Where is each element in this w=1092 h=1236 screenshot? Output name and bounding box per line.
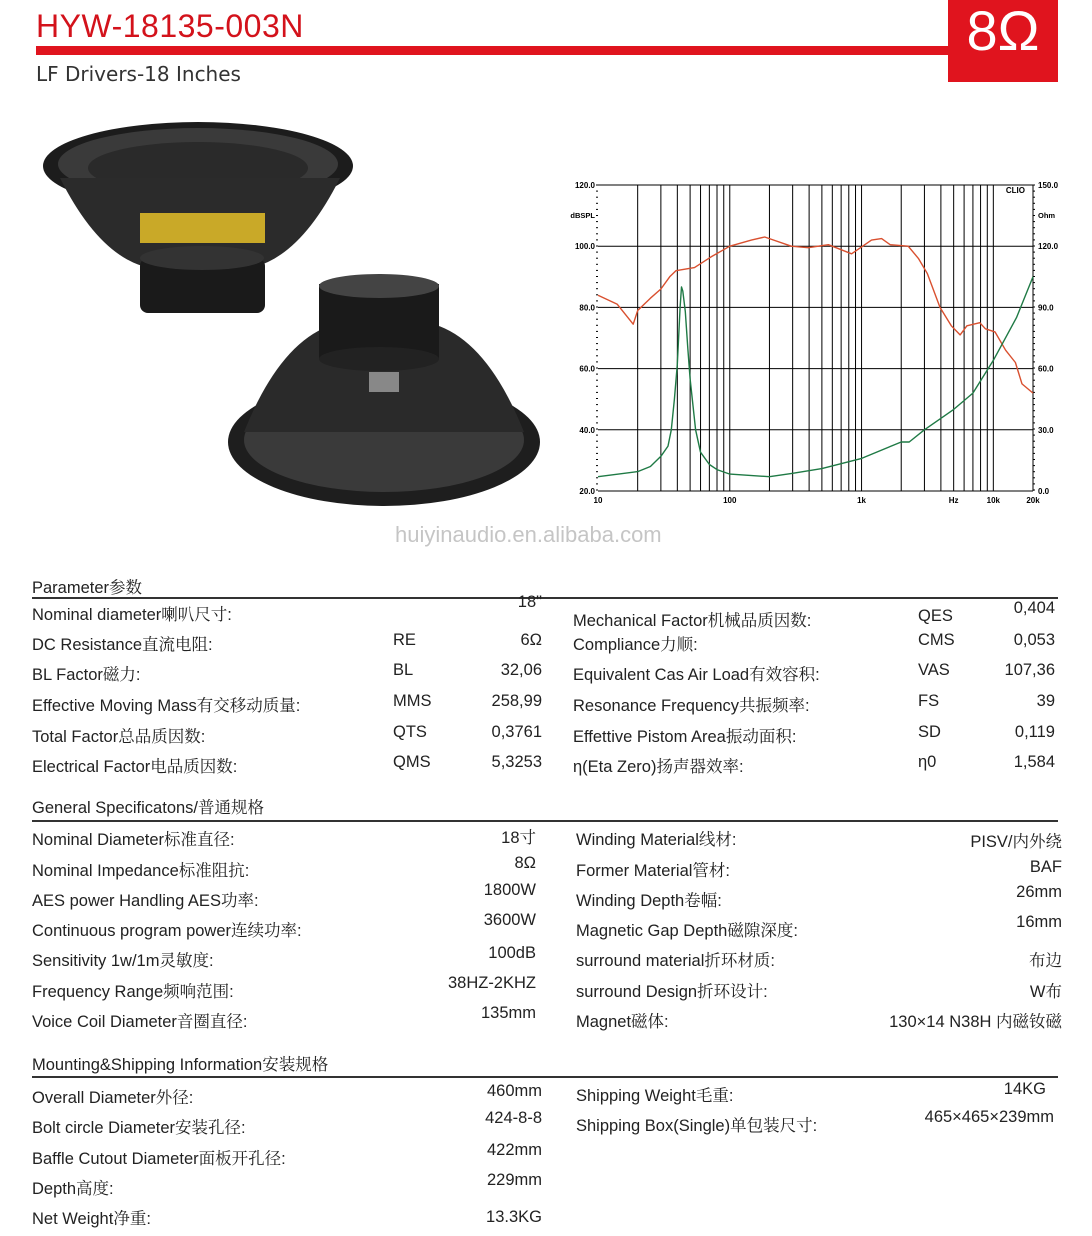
y-tick-label-right: 150.0 [1038,181,1059,190]
parameters-right-code: QES [918,607,953,625]
y-axis-label-left: dBSPL [570,211,595,220]
mounting-left-label: Bolt circle Diameter安装孔径: [32,1119,246,1137]
mounting-left-label: Baffle Cutout Diameter面板开孔径: [32,1150,286,1168]
general-left-label: Nominal Impedance标准阻抗: [32,862,250,880]
y-tick-label-left: 120.0 [574,181,595,190]
mounting-right-value: 14KG [1003,1080,1046,1098]
x-tick-label: 1k [857,496,867,505]
mounting-left-value: 229mm [486,1171,542,1189]
general-left-label: Frequency Range频响范围: [32,983,234,1001]
x-tick-label: 10 [593,496,603,505]
general-right-label: Former Material管材: [576,862,731,880]
general-right-label: Magnet磁体: [576,1013,669,1031]
parameters-left-label: Electrical Factor电品质因数: [32,758,238,776]
product-subtitle: LF Drivers-18 Inches [36,62,241,86]
mounting-heading: Mounting&Shipping Information安装规格 [32,1056,329,1074]
y-tick-label-right: 90.0 [1038,303,1054,313]
series-impedance-line [598,277,1033,477]
parameters-left-code: MMS [393,692,432,710]
x-tick-label: 10k [986,496,1001,505]
parameters-right-label: Equivalent Cas Air Load有效容积: [573,666,820,684]
general-right-value: 130×14 N38H 内磁钕磁 [889,1013,1062,1031]
general-left-value: 135mm [480,1004,536,1022]
parameters-left-code: QMS [393,753,431,771]
parameters-left-label: Total Factor总品质因数: [32,728,206,746]
chart-brand-label: CLIO [1005,186,1025,195]
general-right-value: 26mm [1016,883,1062,901]
parameters-right-value: 0,404 [1013,599,1055,617]
parameters-left-label: BL Factor磁力: [32,666,141,684]
parameters-right-value: 0,053 [1013,631,1055,649]
parameters-left-label: Effective Moving Mass有交移动质量: [32,697,301,715]
general-right-value: PISV/内外绕 [970,833,1062,851]
frequency-response-chart [0,0,1092,520]
general-left-value: 8Ω [514,854,536,872]
parameters-right-code: CMS [918,631,955,649]
y-tick-label-left: 100.0 [574,242,595,252]
general-left-value: 1800W [483,881,536,899]
mounting-left-value: 424-8-8 [485,1109,542,1127]
parameters-right-label: Effettive Pistom Area振动面积: [573,728,797,746]
parameters-right-label: Resonance Frequency共振频率: [573,697,810,715]
mounting-left-label: Net Weight净重: [32,1210,151,1228]
general-left-value: 38HZ-2KHZ [447,974,536,992]
general-left-value: 18寸 [501,829,536,847]
parameters-right-code: FS [918,692,940,710]
parameters-right-label: Mechanical Factor机械品质因数: [573,612,812,630]
parameters-right-label: η(Eta Zero)扬声器效率: [573,758,744,776]
parameters-left-code: QTS [393,723,427,741]
impedance-badge: 8Ω [948,0,1058,82]
model-title: HYW-18135-003N [36,8,304,44]
y-tick-label-right: 0.0 [1038,487,1050,496]
general-divider [32,820,1058,822]
general-left-value: 100dB [488,944,536,962]
parameters-right-code: VAS [918,661,950,679]
general-right-value: 布边 [1029,952,1062,970]
parameters-heading: Parameter参数 [32,579,143,597]
general-left-label: Sensitivity 1w/1m灵敏度: [32,952,214,970]
x-tick-label: 100 [723,496,737,505]
parameters-left-value: 5,3253 [491,753,542,771]
general-right-value: BAF [1029,858,1062,876]
y-axis-label-right: Ohm [1038,211,1056,220]
parameters-left-code: RE [393,631,416,649]
parameters-left-label: DC Resistance直流电阻: [32,636,213,654]
watermark-text: huiyinaudio.en.alibaba.com [395,522,662,547]
y-tick-label-right: 120.0 [1038,242,1059,252]
y-tick-label-right: 60.0 [1038,364,1054,374]
parameters-right-value: 39 [1036,692,1055,710]
general-heading: General Specificatons/普通规格 [32,799,265,817]
x-tick-label: 20k [1026,496,1040,505]
mounting-right-value: 465×465×239mm [924,1108,1054,1126]
parameters-right-value: 1,584 [1013,753,1055,771]
y-tick-label-left: 60.0 [579,364,595,374]
parameters-left-value: 6Ω [520,631,542,649]
parameters-left-value: 18" [517,593,542,611]
mounting-right-label: Shipping Weight毛重: [576,1087,734,1105]
general-right-value: W布 [1029,983,1062,1001]
y-tick-label-left: 20.0 [579,487,595,496]
x-tick-label: Hz [948,496,959,505]
parameters-divider [32,597,1058,599]
mounting-left-value: 460mm [486,1082,542,1100]
parameters-right-value: 0,119 [1014,723,1055,741]
parameters-right-code: η0 [918,753,937,771]
mounting-left-value: 422mm [486,1141,542,1159]
parameters-left-code: BL [393,661,414,679]
general-left-label: Nominal Diameter标准直径: [32,831,235,849]
mounting-right-label: Shipping Box(Single)单包装尺寸: [576,1117,818,1135]
mounting-divider [32,1076,1058,1078]
general-left-label: Voice Coil Diameter音圈直径: [32,1013,248,1031]
general-right-label: Winding Material线材: [576,831,737,849]
series-spl-line [598,237,1033,393]
mounting-left-value: 13.3KG [486,1208,542,1226]
y-tick-label-right: 30.0 [1038,425,1054,435]
general-left-label: Continuous program power连续功率: [32,922,302,940]
y-tick-label-left: 40.0 [579,425,595,435]
general-right-value: 16mm [1016,913,1062,931]
general-right-label: surround material折环材质: [576,952,775,970]
general-left-value: 3600W [483,911,536,929]
parameters-right-label: Compliance力顺: [573,636,698,654]
parameters-left-value: 258,99 [491,692,542,710]
general-right-label: Magnetic Gap Depth磁隙深度: [576,922,798,940]
general-left-label: AES power Handling AES功率: [32,892,259,910]
general-right-label: Winding Depth卷幅: [576,892,722,910]
parameters-right-code: SD [918,723,941,741]
y-tick-label-left: 80.0 [579,303,595,313]
mounting-left-label: Overall Diameter外径: [32,1089,194,1107]
parameters-left-value: 32,06 [500,661,542,679]
parameters-left-label: Nominal diameter喇叭尺寸: [32,606,232,624]
mounting-left-label: Depth高度: [32,1180,114,1198]
general-right-label: surround Design折环设计: [576,983,768,1001]
parameters-left-value: 0,3761 [491,723,542,741]
parameters-right-value: 107,36 [1004,661,1055,679]
